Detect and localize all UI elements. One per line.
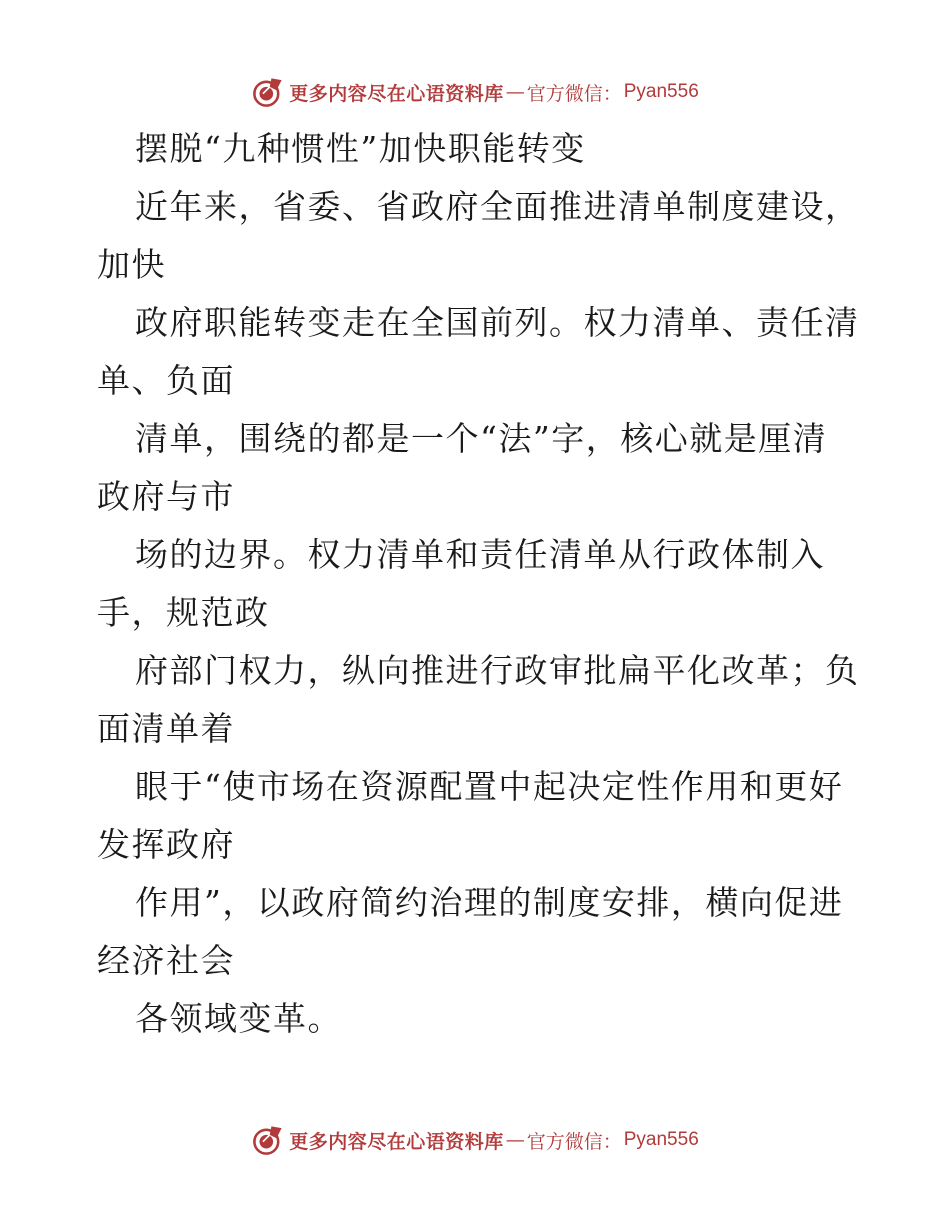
footer-banner <box>0 1120 950 1160</box>
text-line: 加快 <box>97 245 166 284</box>
wechat-label: 官方微信： <box>526 82 622 105</box>
document-body <box>97 120 860 1048</box>
banner-main-text: 更多内容尽在心语资料库 <box>289 82 504 105</box>
text-line: 眼于“使市场在资源配置中起决定性作用和更好 <box>135 767 844 806</box>
banner-separator: — <box>505 81 525 103</box>
header-banner <box>0 72 950 112</box>
pen-nib-logo-icon <box>251 75 285 109</box>
text-line: 单、负面 <box>97 361 235 400</box>
text-line: 面清单着 <box>97 709 235 748</box>
pen-nib-logo-icon <box>251 1123 285 1157</box>
banner-separator: — <box>505 1129 525 1151</box>
text-line: 政府职能转变走在全国前列。权力清单、责任清 <box>135 303 860 342</box>
text-line: 场的边界。权力清单和责任清单从行政体制入 <box>135 535 825 574</box>
text-line: 清单，围绕的都是一个“法”字，核心就是厘清 <box>135 419 828 458</box>
wechat-id: Pyan556 <box>623 81 699 102</box>
document-title: 摆脱“九种惯性”加快职能转变 <box>135 129 586 168</box>
text-line: 作用”，以政府简约治理的制度安排，横向促进 <box>135 883 844 922</box>
text-line: 近年来，省委、省政府全面推进清单制度建设， <box>135 187 860 226</box>
text-line: 府部门权力，纵向推进行政审批扁平化改革；负 <box>135 651 860 690</box>
text-line: 手，规范政 <box>97 593 270 632</box>
text-line: 各领域变革。 <box>135 999 342 1038</box>
wechat-label: 官方微信： <box>526 1130 622 1153</box>
banner-main-text: 更多内容尽在心语资料库 <box>289 1130 504 1153</box>
text-line: 发挥政府 <box>97 825 235 864</box>
text-line: 经济社会 <box>97 941 235 980</box>
text-line: 政府与市 <box>97 477 235 516</box>
wechat-id: Pyan556 <box>623 1129 699 1150</box>
